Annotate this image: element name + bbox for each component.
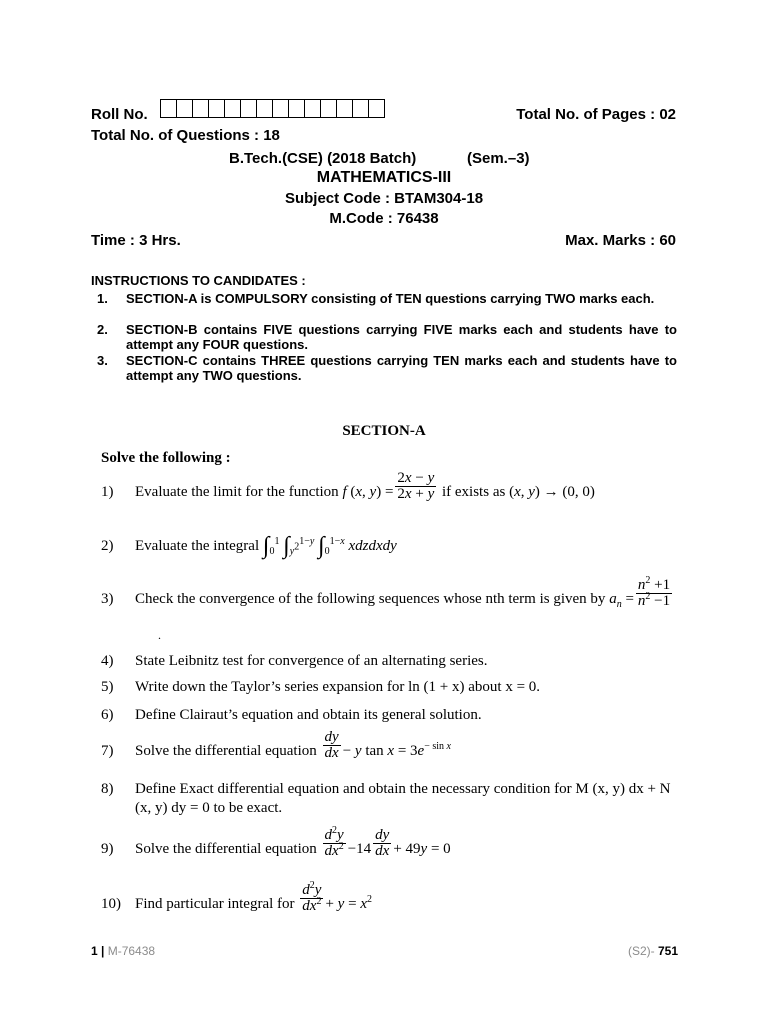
total-pages: Total No. of Pages : 02 <box>516 106 676 123</box>
instruction-number: 3. <box>97 353 108 368</box>
question-number: 3) <box>101 591 114 607</box>
course-name: B.Tech.(CSE) (2018 Batch) <box>229 150 417 167</box>
question-text: State Leibnitz test for convergence of an alternating series. <box>135 653 488 669</box>
question-2-text: Evaluate the integral <box>135 538 260 554</box>
roll-digit-box[interactable] <box>209 100 225 117</box>
time-allowed: Time : 3 Hrs. <box>91 232 181 249</box>
fraction: $\frac{dy}{dx}$ <box>324 729 339 762</box>
page-number: 1 | <box>91 944 105 958</box>
roll-digit-box[interactable] <box>289 100 305 117</box>
subject-title: MATHEMATICS-III <box>316 169 452 186</box>
question-text: Find particular integral for $\frac{d^2y}{dx^2}$ + $y = x^2$ <box>135 880 372 915</box>
footer-code: M-76438 <box>107 944 156 958</box>
roll-digit-box[interactable] <box>273 100 289 117</box>
question-number: 7) <box>101 743 114 759</box>
footer-number: 751 <box>657 944 678 958</box>
question-number: 1) <box>101 484 114 500</box>
question-text: Check the convergence of the following sequences whose nth term is given by $a_n$ = $\frac{n^2 +1}{n^2 -1}$ <box>135 575 671 610</box>
fraction: $\frac{n^2 +1}{n^2 -1}$ <box>637 575 671 610</box>
instruction-number: 2. <box>97 322 108 337</box>
max-marks: Max. Marks : 60 <box>565 232 676 249</box>
footer-right <box>628 944 678 958</box>
instructions-title: INSTRUCTIONS TO CANDIDATES : <box>91 273 306 288</box>
roll-digit-box[interactable] <box>177 100 193 117</box>
roll-number-boxes[interactable] <box>160 99 385 118</box>
question-3-text: Check the convergence of the following sequences whose nth term is given by <box>135 591 606 607</box>
roll-digit-box[interactable] <box>353 100 369 117</box>
roll-digit-box[interactable] <box>241 100 257 117</box>
instruction-text: SECTION-C contains THREE questions carrying TEN marks each and students have to attempt any TWO questions. <box>126 353 677 383</box>
instruction-item <box>97 322 677 352</box>
question-7-text: Solve the differential equation <box>135 743 317 759</box>
roll-label: Roll No. <box>91 106 148 123</box>
question-text: Evaluate the integral $\int_0^1$ $\int_{y^2}^{1-y}$ $\int_0^{1-x}$ xdzdxdy <box>135 533 397 560</box>
question-number: 10) <box>101 896 121 912</box>
question-1-tail: if exists as <box>441 484 506 500</box>
roll-digit-box[interactable] <box>305 100 321 117</box>
question-number: 8) <box>101 781 114 797</box>
fraction: $\frac{d^2y}{dx^2}$ <box>324 825 344 860</box>
question-text: (x, y) dy = 0 to be exact. <box>135 800 283 816</box>
instruction-number: 1. <box>97 291 108 306</box>
instruction-item <box>97 291 677 321</box>
question-text: Define Clairaut’s equation and obtain its general solution. <box>135 707 482 723</box>
section-subtitle: Solve the following : <box>101 450 231 466</box>
instruction-text: SECTION-A is COMPULSORY consisting of TEN questions carrying TWO marks each. <box>126 291 655 306</box>
roll-digit-box[interactable] <box>369 100 384 117</box>
question-number: 4) <box>101 653 114 669</box>
question-number: 2) <box>101 538 114 554</box>
question-10-text: Find particular integral for <box>135 896 295 912</box>
question-text: Define Exact differential equation and obtain the necessary condition for M (x, y) dx + N <box>135 781 671 797</box>
m-code: M.Code : 76438 <box>329 210 439 227</box>
question-1-text: Evaluate the limit for the function <box>135 484 339 500</box>
question-text: Solve the differential equation $\frac{dy}{dx}$ − y $\tan x = 3e^{- sin x}$ <box>135 729 451 762</box>
fraction: $\frac{2x - y}{2x + y}$ <box>397 470 435 503</box>
roll-digit-box[interactable] <box>321 100 337 117</box>
roll-digit-box[interactable] <box>337 100 353 117</box>
question-number: 5) <box>101 679 114 695</box>
question-9-text: Solve the differential equation <box>135 841 317 857</box>
fraction: $\frac{dy}{dx}$ <box>375 827 390 860</box>
stray-dot: . <box>158 628 161 642</box>
question-number: 9) <box>101 841 114 857</box>
question-text: Write down the Taylor’s series expansion for ln (1 + x) about x = 0. <box>135 679 541 695</box>
section-title: SECTION-A <box>342 423 426 439</box>
subject-code: Subject Code : BTAM304-18 <box>284 190 484 207</box>
roll-digit-box[interactable] <box>161 100 177 117</box>
roll-digit-box[interactable] <box>225 100 241 117</box>
question-number: 6) <box>101 707 114 723</box>
semester: (Sem.–3) <box>467 150 530 167</box>
footer-series: (S2)- <box>627 944 655 958</box>
fraction: $\frac{d^2y}{dx^2}$ <box>302 880 322 915</box>
question-text: Solve the differential equation $\frac{d^2y}{dx^2}$ −14 $\frac{dy}{dx}$ + 49y = 0 <box>135 825 451 860</box>
instruction-item <box>97 353 677 383</box>
roll-digit-box[interactable] <box>193 100 209 117</box>
roll-digit-box[interactable] <box>257 100 273 117</box>
question-text: Evaluate the limit for the function f (x, y) = $\frac{2x - y}{2x + y}$ if exists as (x, y) → (0, 0) <box>135 470 595 503</box>
total-questions: Total No. of Questions : 18 <box>91 127 280 144</box>
instruction-text: SECTION-B contains FIVE questions carrying FIVE marks each and students have to attempt any FOUR questions. <box>126 322 677 352</box>
footer-left <box>91 944 155 958</box>
